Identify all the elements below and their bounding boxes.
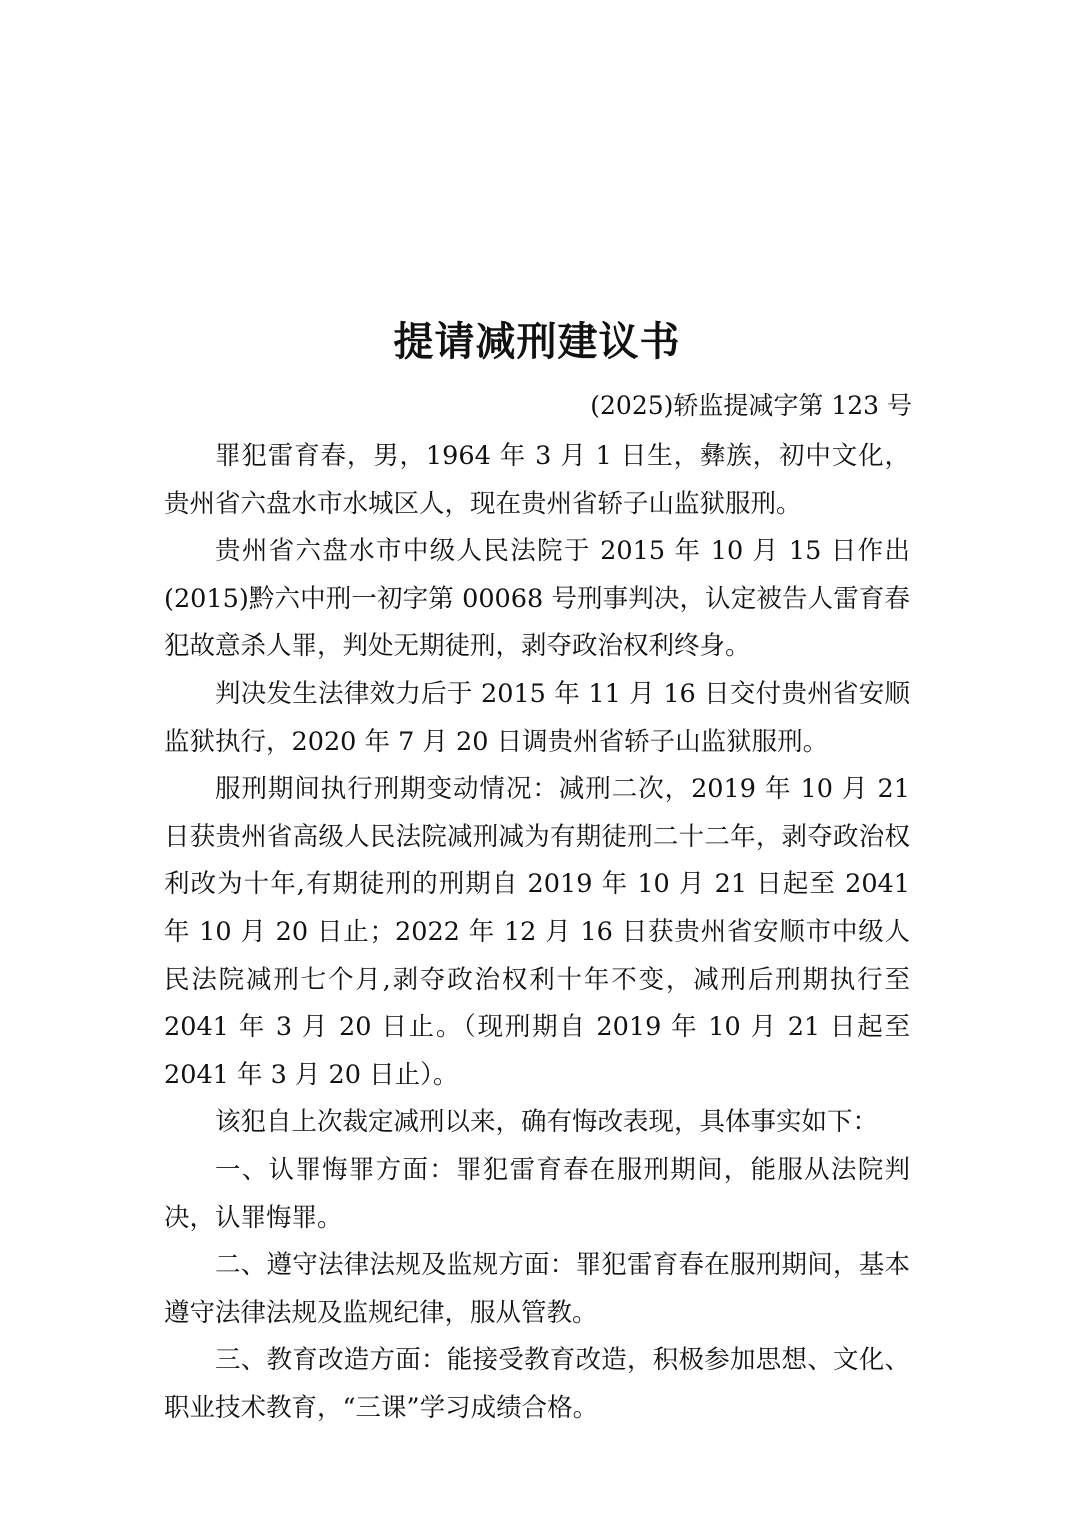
paragraph-education: 三、教育改造方面：能接受教育改造，积极参加思想、文化、职业技术教育，“三课”学习成绩合格。 (164, 1345, 910, 1423)
paragraph-original-judgment: 贵州省六盘水市中级人民法院于 2015 年 10 月 15 日作出(2015)黔六中刑一初字第 00068 号刑事判决，认定被告人雷育春犯故意杀人罪，判处无期徒刑，剥夺政治权利终身。 (164, 536, 910, 662)
paragraph-guilt-admission: 一、认罪悔罪方面：罪犯雷育春在服刑期间，能服从法院判决，认罪悔罪。 (164, 1154, 910, 1233)
document-number: (2025)轿监提减字第 123 号 (590, 391, 912, 420)
document-title: 提请减刑建议书 (393, 318, 681, 365)
document-body (164, 433, 910, 1432)
paragraph-sentence-changes: 服刑期间执行刑期变动情况：减刑二次，2019 年 10 月 21 日获贵州省高级人民法院减刑减为有期徒刑二十二年，剥夺政治权利改为十年,有期徒刑的刑期自 2019 年 10 月 21 日起至 2041 年 10 月 20 日止；2022 年 12 月 16 日获贵州省安顺市中级人民法院减刑七个月,剥夺政治权利十年不变，减刑后刑期执行至 2041 年 3 月 20 日止。（现刑期自 2019 年 10 月 21 日起至 2041 年 3 月 20 日止）。 (164, 774, 910, 1090)
paragraph-law-compliance: 二、遵守法律法规及监规方面：罪犯雷育春在服刑期间，基本遵守法律法规及监规纪律，服从管教。 (164, 1250, 910, 1328)
paragraph-criminal-info: 罪犯雷育春，男，1964 年 3 月 1 日生，彝族，初中文化，贵州省六盘水市水城区人，现在贵州省轿子山监狱服刑。 (164, 441, 910, 519)
paragraph-repentance-intro: 该犯自上次裁定减刑以来，确有悔改表现，具体事实如下： (215, 1107, 879, 1138)
paragraph-execution: 判决发生法律效力后于 2015 年 11 月 16 日交付贵州省安顺监狱执行，2020 年 7 月 20 日调贵州省轿子山监狱服刑。 (164, 678, 910, 757)
